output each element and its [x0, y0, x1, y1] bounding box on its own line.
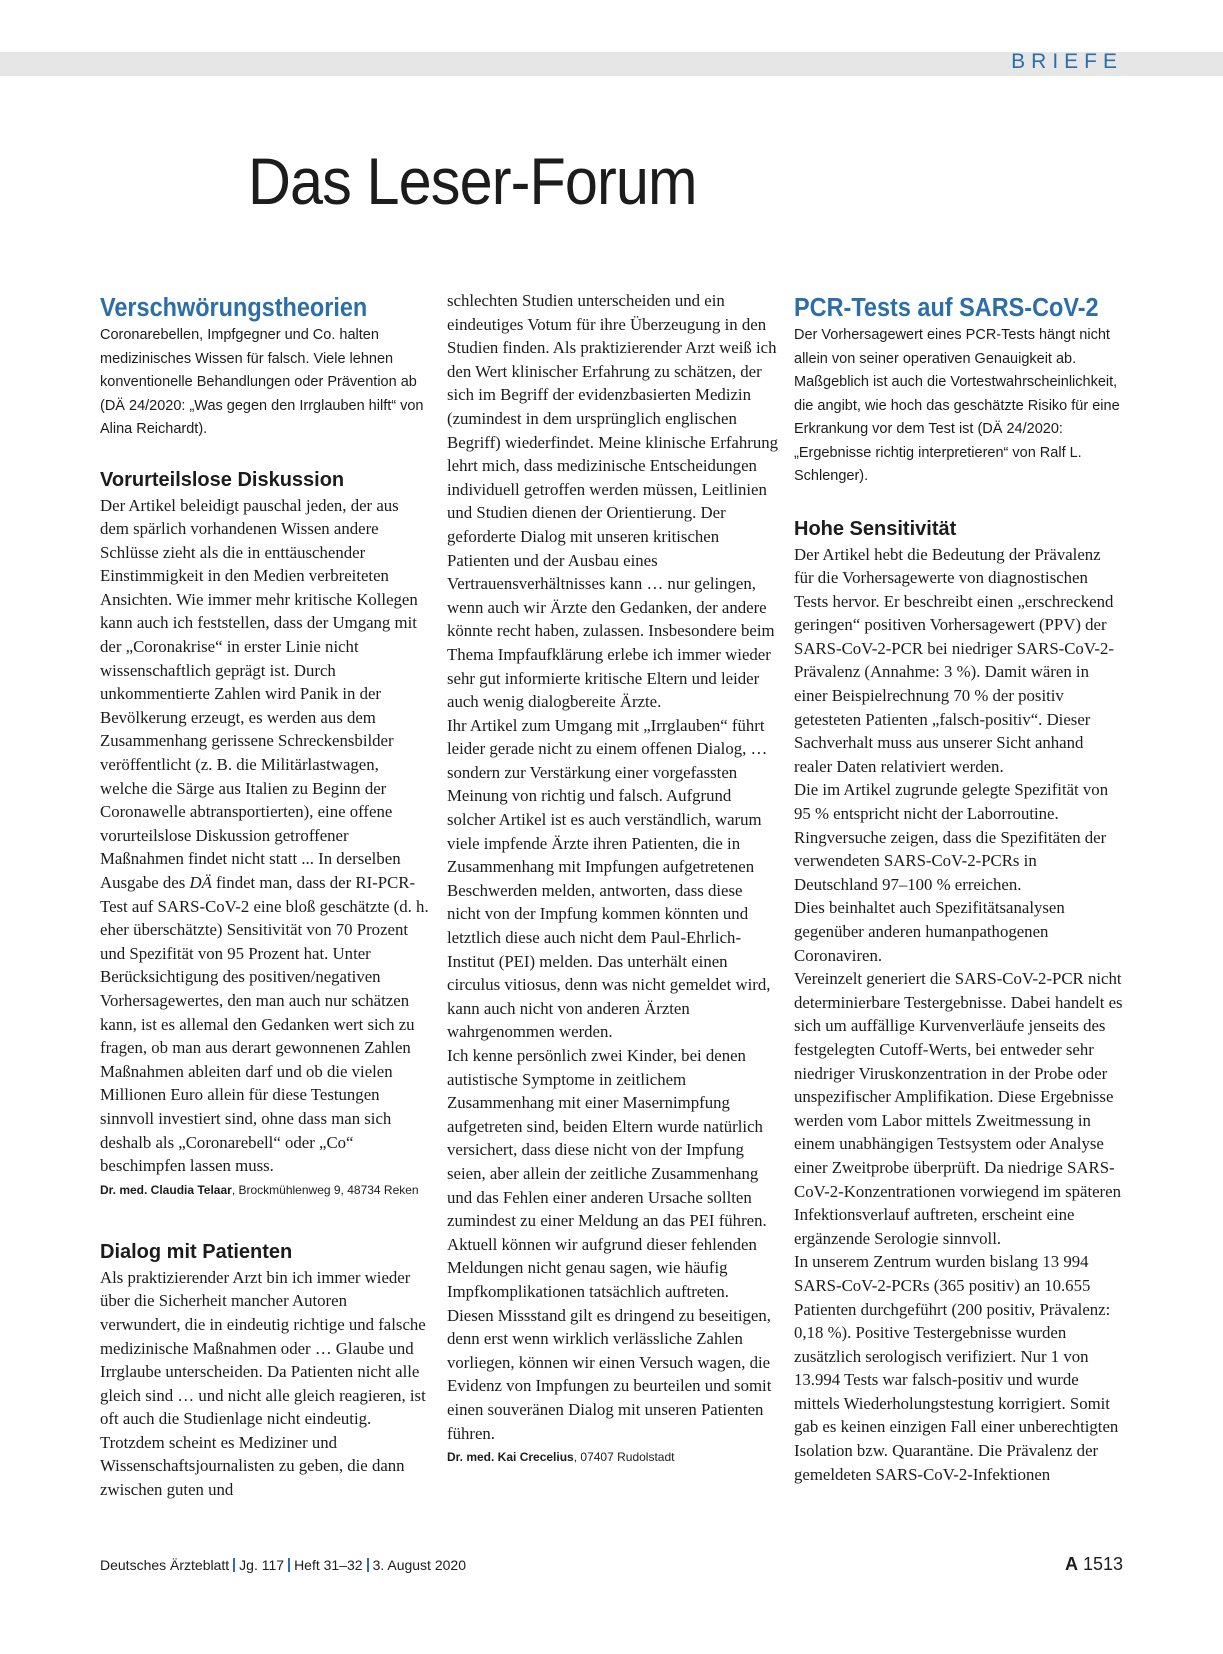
topic-intro: Coronarebellen, Impfgegner und Co. halten medizinisches Wissen für falsch. Viele lehnen konventionelle Behandlungen oder Prävention ab (DÄ 24/2020: „Was gegen den Irrglauben hilft“ von Alina Reichardt).	[100, 327, 424, 437]
journal-date: 3. August 2020	[372, 1557, 466, 1573]
author-name: Dr. med. Kai Crecelius	[447, 1450, 574, 1465]
footer-separator	[367, 1558, 369, 1572]
letter-paragraph: Dies beinhaltet auch Spezifitätsanalysen gegenüber anderen humanpathogenen Coronaviren.	[794, 898, 1065, 965]
letter-paragraph: Ihr Artikel zum Umgang mit „Irrglauben“ führt leider gerade nicht zu einem offenen Dialog, … sondern zur Verstärkung einer vorgefassten Meinung von richtig und falsch. Aufgrund solcher Artikel ist es auch verständlich, warum viele impfende Ärzte ihren Patienten, die in Zusammenhang mit Impfungen aufgetretenen Beschwerden melden, antworten, dass diese nicht von der Impfung kommen könnten und letztlich diese auch nicht dem Paul-Ehrlich-Institut (PEI) melden. Das unterhält einen circulus vitiosus, denn was nicht gemeldet wird, kann auch nicht von anderen Ärzten wahrgenommen werden.	[447, 715, 771, 1042]
page-prefix: A	[1064, 1554, 1078, 1574]
letter-paragraph: In unserem Zentrum wurden bislang 13 994 SARS-CoV-2-PCRs (365 positiv) an 10.655 Patienten durchgeführt (200 positiv, Prävalenz: 0,18 %). Positive Testergebnisse wurden zusätzlich serologisch verifiziert. Nur 1 von 13.994 Tests war falsch-positiv und wurde mittels Wiederholungstestung korrigiert. Somit gab es keinen einzigen Fall einer unberechtigten Isolation bzw. Quarantäne. Die Prävalenz der gemeldeten SARS-CoV-2-Infektionen	[794, 1252, 1119, 1484]
author-address: , 07407 Rudolstadt	[573, 1450, 675, 1465]
author-address: , Brockmühlenweg 9, 48734 Reken	[231, 1182, 419, 1197]
page-title: Das Leser-Forum	[248, 144, 697, 218]
letter-paragraph: Aktuell können wir aufgrund dieser fehlenden Meldungen nicht genau sagen, wie häufig Impfkomplikationen tatsächlich auftreten. Diesen Missstand gilt es dringend zu beseitigen, denn erst wenn wirklich verlässliche Zahlen vorliegen, können wir einen Versuch wagen, die Evidenz von Impfungen zu beurteilen und somit einen souveränen Dialog mit unseren Patienten führen.	[447, 1234, 772, 1443]
letter-heading: Dialog mit Patienten	[100, 1240, 293, 1263]
letter-heading: Hohe Sensitivität	[794, 517, 957, 540]
letter-paragraph: Vereinzelt generiert die SARS-CoV-2-PCR nicht determinierbare Testergebnisse. Dabei handelt es sich um auffällige Kurvenverläufe jenseits des festgelegten Cutoff-Werts, bei entweder sehr niedriger Viruskonzentration in der Probe oder unspezifischer Amplifikation. Diese Ergebnisse werden vom Labor mittels Zweitmessung in einem unabhängigen Testsystem oder Analyse einer Zweitprobe überprüft. Da niedrige SARS-CoV-2-Konzentrationen vorwiegend im späteren Infektionsverlauf auftreten, erscheint eine ergänzende Serologie sinnvoll.	[794, 969, 1123, 1248]
letter-paragraph: schlechten Studien unterscheiden und ein eindeutiges Votum für ihre Überzeugung in den Studien finden. Als praktizierender Arzt weiß ich den Wert klinischer Erfahrung zu schätzen, der sich im Begriff der evidenzbasierten Medizin (zumindest in dem ursprünglich englischen Begriff) wiederfindet. Meine klinische Erfahrung lehrt mich, dass medizinische Entscheidungen individuell getroffen werden müssen, Leitlinien und Studien dienen der Orientierung. Der geforderte Dialog mit unseren kritischen Patienten und der Ausbau eines Vertrauensverhältnisses kann … nur gelingen, wenn auch wir Ärzte den Gedanken, der andere könnte recht haben, zulassen. Insbesondere beim Thema Impfaufklärung erlebe ich immer wieder sehr gut informierte kritische Eltern und leider auch wenig dialogbereite Ärzte.	[447, 291, 779, 712]
topic-heading: PCR-Tests auf SARS-CoV-2	[794, 294, 1099, 322]
letter-paragraph: Ich kenne persönlich zwei Kinder, bei denen autistische Symptome in zeitlichem Zusammenhang mit einer Masernimpfung aufgetreten sind, beiden Eltern wurde natürlich versichert, dass diese nicht von der Impfung seien, aber allein der zeitliche Zusammenhang und das Fehlen einer anderen Ursache sollten zumindest zu einer Meldung an das PEI führen.	[447, 1046, 767, 1231]
section-label: BRIEFE	[1011, 50, 1123, 73]
footer-separator	[288, 1558, 290, 1572]
column-3	[794, 292, 1124, 1486]
letter-paragraph: Die im Artikel zugrunde gelegte Spezifität von 95 % entspricht nicht der Laborroutine. Ringversuche zeigen, dass die Spezifitäten der verwendeten SARS-CoV-2-PCRs in Deutschland 97–100 % erreichen.	[794, 780, 1109, 894]
letter-paragraph: Der Artikel hebt die Bedeutung der Prävalenz für die Vorhersagewerte von diagnostischen Tests hervor. Er beschreibt einen „erschreckend geringen“ positiven Vorhersagewert (PPV) der SARS-CoV-2-PCR bei niedriger SARS-CoV-2-Prävalenz (Annahme: 3 %). Damit wären in einer Beispielrechnung 70 % der positiv getesteten Patienten „falsch-positiv“. Dieser Sachverhalt muss aus unserer Sicht anhand realer Daten relativiert werden.	[794, 544, 1114, 776]
page-footer	[100, 1557, 466, 1573]
author-name: Dr. med. Claudia Telaar	[100, 1182, 232, 1197]
letter-body	[100, 494, 430, 1178]
letter-signature	[100, 1180, 430, 1200]
footer-separator	[233, 1558, 235, 1572]
letter-heading: Vorurteilslose Diskussion	[100, 468, 345, 491]
journal-issue: Heft 31–32	[294, 1557, 363, 1573]
letter-body: Als praktizierender Arzt bin ich immer wieder über die Sicherheit mancher Autoren verwundert, die in eindeutig richtige und falsche medizinische Maßnahmen oder … Glaube und Irrglaube unterscheiden. Da Patienten nicht alle gleich sind … und nicht alle gleich reagieren, ist oft auch die Studienlage nicht eindeutig. Trotzdem scheint es Mediziner und Wissenschaftsjournalisten zu geben, die dann zwischen guten und	[100, 1267, 426, 1500]
journal-volume: Jg. 117	[239, 1557, 285, 1573]
page-number	[1065, 1554, 1123, 1575]
letter-signature	[447, 1447, 779, 1467]
column-2	[447, 292, 779, 1467]
topic-heading: Verschwörungstheorien	[100, 294, 368, 322]
journal-name: Deutsches Ärzteblatt	[100, 1557, 230, 1573]
topic-intro: Der Vorhersagewert eines PCR-Tests hängt nicht allein von seiner operativen Genauigkeit ab. Maßgeblich ist auch die Vortestwahrscheinlichkeit, die angibt, wie hoch das geschätzte Risiko für eine Erkrankung vor dem Test ist (DÄ 24/2020: „Ergebnisse richtig interpretieren“ von Ralf L. Schlenger).	[794, 327, 1120, 484]
page-number-value: 1513	[1082, 1554, 1123, 1574]
column-1	[100, 292, 430, 1502]
journal-abbrev: DÄ	[189, 873, 212, 892]
letter-text: Der Artikel beleidigt pauschal jeden, der aus dem spärlich vorhandenen Wissen andere Schlüsse zieht als die in enttäuschender Einstimmigkeit in den Medien verbreiteten Ansichten. Wie immer mehr kritische Kollegen kann auch ich feststellen, dass der Umgang mit der „Coronakrise“ in erster Linie nicht wissenschaftlich geprägt ist. Durch unkommentierte Zahlen wird Panik in der Bevölkerung erzeugt, es werden aus dem Zusammenhang gerissene Schreckensbilder veröffentlicht (z. B. die Militärlastwagen, welche die Särge aus Italien zu Beginn der Coronawelle abtransportierten), eine offene vorurteilslose Diskussion getroffener Maßnahmen findet nicht statt ... In derselben Ausgabe des	[100, 495, 418, 892]
letter-text: findet man, dass der RI-PCR-Test auf SARS-CoV-2 eine bloß geschätzte (d. h. eher überschätzte) Sensitivität von 70 Prozent und Spezifität von 95 Prozent hat. Unter Berücksichtigung des positiven/negativen Vorhersagewertes, den man auch nur schätzen kann, ist es allemal den Gedanken wert sich zu fragen, ob man aus derart gewonnenen Zahlen Maßnahmen ableiten darf und ob die vielen Millionen Euro allein für diese Testungen sinnvoll investiert sind, ohne dass man sich deshalb als „Coronarebell“ oder „Co“ beschimpfen lassen muss.	[100, 873, 429, 1176]
